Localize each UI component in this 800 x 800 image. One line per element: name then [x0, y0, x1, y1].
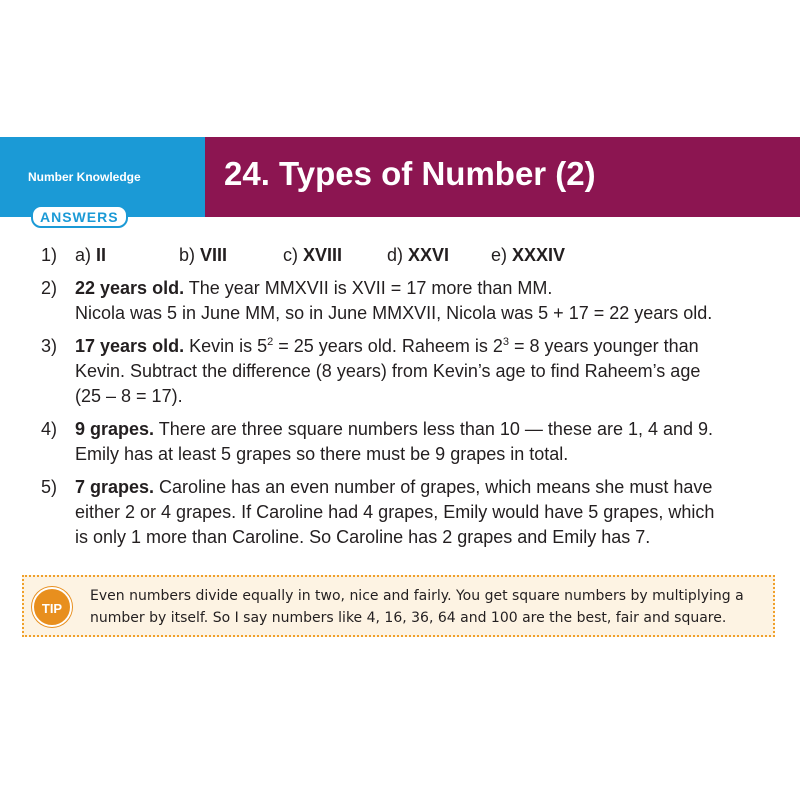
option-d: d) XXVI — [387, 245, 450, 265]
answer-line: 17 years old. Kevin is $5^2 = 25$ years old. Raheem is $2^3 = 8$ years younger than — [75, 336, 699, 356]
answer-line: 7 grapes. Caroline has an even number of grapes, which means she must have — [75, 477, 713, 497]
tip-line: Even numbers divide equally in two, nice and fairly. You get square numbers by multiplying a — [90, 588, 744, 604]
option-c: c) XVIII — [283, 245, 343, 265]
answer-3 — [41, 334, 791, 409]
answer-line: (25 – 8 = 17). — [75, 386, 183, 406]
page-header — [0, 137, 800, 225]
tip-text — [90, 585, 770, 629]
answer-line: Emily has at least 5 grapes so there must be 9 grapes in total. — [75, 444, 569, 464]
option-e: e) XXXIV — [491, 245, 566, 265]
answer-1 — [41, 243, 791, 268]
option-a: a) II — [75, 245, 107, 265]
answer-2 — [41, 276, 791, 326]
answer-number: 5) — [41, 477, 58, 497]
answer-line: 22 years old. The year MMXVII is XVII = 17 more than MM. — [75, 278, 553, 298]
tip-line: number by itself. So I say numbers like 4, 16, 36, 64 and 100 are the best, fair and square. — [90, 610, 727, 626]
tip-badge: TIP — [32, 587, 72, 627]
title-panel — [205, 137, 800, 217]
answer-number: 2) — [41, 278, 58, 298]
answers-list — [41, 243, 791, 558]
answer-number: 3) — [41, 336, 58, 356]
answer-4 — [41, 417, 791, 467]
answer-line: Kevin. Subtract the difference (8 years) from Kevin’s age to find Raheem’s age — [75, 361, 701, 381]
tip-box — [22, 575, 775, 637]
answer-line: either 2 or 4 grapes. If Caroline had 4 grapes, Emily would have 5 grapes, which — [75, 502, 715, 522]
section-label: Number Knowledge — [28, 170, 141, 184]
answer-line: is only 1 more than Caroline. So Caroline has 2 grapes and Emily has 7. — [75, 527, 651, 547]
option-b: b) VIII — [179, 245, 228, 265]
answer-line: Nicola was 5 in June MM, so in June MMXVII, Nicola was 5 + 17 = 22 years old. — [75, 303, 713, 323]
section-panel — [0, 137, 205, 225]
answer-5 — [41, 475, 791, 550]
answer-number: 4) — [41, 419, 58, 439]
page-title: 24. Types of Number (2) — [224, 155, 596, 192]
answer-number: 1) — [41, 245, 58, 265]
answer-options — [75, 243, 791, 268]
answer-line: 9 grapes. There are three square numbers less than 10 — these are 1, 4 and 9. — [75, 419, 714, 439]
answers-badge: ANSWERS — [31, 205, 128, 228]
